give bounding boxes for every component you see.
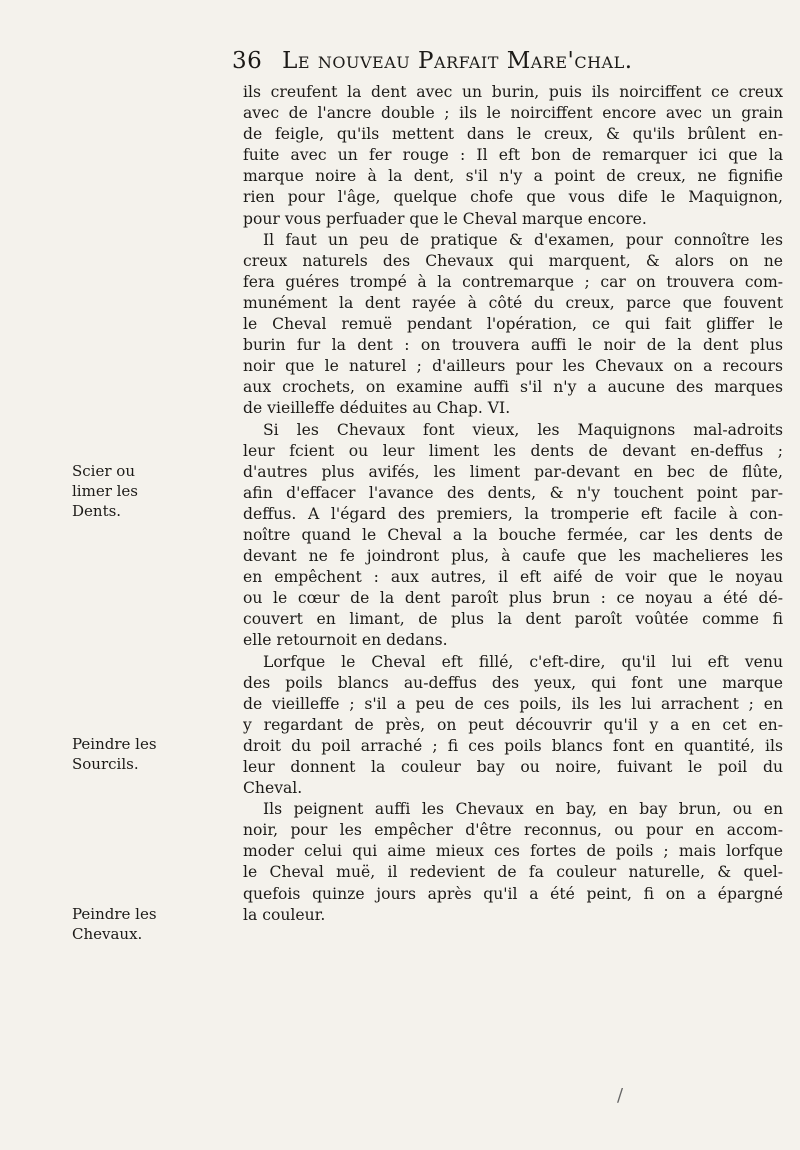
text-line: afin d'effacer l'avance des dents, & n'y touchent point par- (243, 483, 783, 502)
text-line: creux naturels des Chevaux qui marquent, & alors on ne (243, 251, 783, 270)
text-line: elle retournoit en dedans. (243, 631, 448, 650)
text-line: fuite avec un fer rouge : Il eft bon de remarquer ici que la (243, 146, 783, 165)
text-line: en empêchent : aux autres, il eft aifé de voir que le noyau (243, 568, 783, 587)
text-line: Si les Chevaux font vieux, les Maquignons mal-adroits (263, 420, 783, 439)
paragraph (243, 82, 783, 230)
text-line: noître quand le Cheval a la bouche fermée, car les dents de (243, 525, 783, 544)
text-line: de feigle, qu'ils mettent dans le creux, & qu'ils brûlent en- (243, 125, 783, 144)
text-line: quefois quinze jours après qu'il a été peint, fi on a épargné (243, 884, 783, 903)
text-line: des poils blancs au-deffus des yeux, qui font une marque (243, 673, 783, 692)
text-line: pour vous perfuader que le Cheval marque encore. (243, 209, 647, 228)
text-line: noir que le naturel ; d'ailleurs pour les Chevaux on a recours (243, 357, 783, 376)
margin-note-sourcils (72, 734, 222, 774)
margin-note-line: Scier ou (72, 462, 135, 480)
text-line: marque noire à la dent, s'il n'y a point de creux, ne fignifie (243, 167, 783, 186)
text-line: munément la dent rayée à côté du creux, parce que fouvent (243, 293, 783, 312)
text-line: ou le cœur de la dent paroît plus brun : ce noyau a été dé- (243, 589, 783, 608)
margin-note-chevaux (72, 904, 222, 944)
text-line: leur fcient ou leur liment les dents de devant en-deffus ; (243, 441, 783, 460)
text-line: ils creufent la dent avec un burin, puis ils noirciffent ce creux (243, 83, 783, 101)
margin-note-line: limer les (72, 482, 139, 500)
text-line: couvert en limant, de plus la dent paroît voûtée comme fi (243, 610, 783, 629)
text-line: aux crochets, on examine auffi s'il n'y a aucune des marques (243, 378, 783, 397)
text-line: deffus. A l'égard des premiers, la tromperie eft facile à con- (243, 504, 783, 523)
stray-pen-mark: / (617, 1085, 624, 1106)
paragraph (243, 652, 783, 800)
text-line: fera guéres trompé à la contremarque ; car on trouvera com- (243, 272, 783, 291)
margin-note-line: Dents. (72, 502, 122, 520)
text-line: Cheval. (243, 779, 303, 798)
margin-note-line: Peindre les (72, 735, 157, 753)
paragraph (243, 799, 783, 926)
text-line: de vieilleffe ; s'il a peu de ces poils, ils les lui arrachent ; en (243, 694, 783, 713)
text-line: Il faut un peu de pratique & d'examen, pour connoître les (263, 230, 783, 249)
text-line: avec de l'ancre double ; ils le noirciffent encore avec un grain (243, 104, 783, 123)
margin-note-line: Peindre les (72, 905, 157, 923)
text-line: Lorfque le Cheval eft fillé, c'eft-dire, qu'il lui eft venu (263, 652, 783, 671)
text-line: Ils peignent auffi les Chevaux en bay, en bay brun, ou en (263, 800, 783, 819)
margin-note-scier (72, 461, 222, 521)
body-text (243, 82, 783, 926)
text-line: devant ne fe joindront plus, à caufe que les machelieres les (243, 547, 783, 566)
paragraph (243, 420, 783, 652)
margin-note-line: Chevaux. (72, 925, 143, 943)
paragraph (243, 230, 783, 420)
page-number: 36 (232, 48, 263, 74)
text-line: de vieilleffe déduites au Chap. VI. (243, 399, 511, 418)
text-line: leur donnent la couleur bay ou noire, fuivant le poil du (243, 758, 783, 776)
text-line: burin fur la dent : on trouvera auffi le noir de la dent plus (243, 336, 783, 355)
text-line: d'autres plus avifés, les liment par-devant en bec de flûte, (243, 462, 783, 481)
text-line: le Cheval muë, il redevient de fa couleur naturelle, & quel- (243, 863, 783, 882)
text-line: la couleur. (243, 905, 326, 924)
running-title: Le nouveau Parfait Mare'chal. (282, 48, 633, 74)
running-header (232, 48, 633, 74)
text-line: rien pour l'âge, quelque chofe que vous dife le Maquignon, (243, 188, 783, 207)
margin-note-line: Sourcils. (72, 755, 139, 773)
text-line: moder celui qui aime mieux ces fortes de poils ; mais lorfque (243, 842, 783, 861)
text-line: noir, pour les empêcher d'être reconnus, ou pour en accom- (243, 821, 783, 840)
text-line: y regardant de près, on peut découvrir qu'il y a en cet en- (243, 715, 783, 734)
text-line: le Cheval remuë pendant l'opération, ce qui fait gliffer le (243, 315, 783, 334)
text-line: droit du poil arraché ; fi ces poils blancs font en quantité, ils (243, 736, 783, 755)
